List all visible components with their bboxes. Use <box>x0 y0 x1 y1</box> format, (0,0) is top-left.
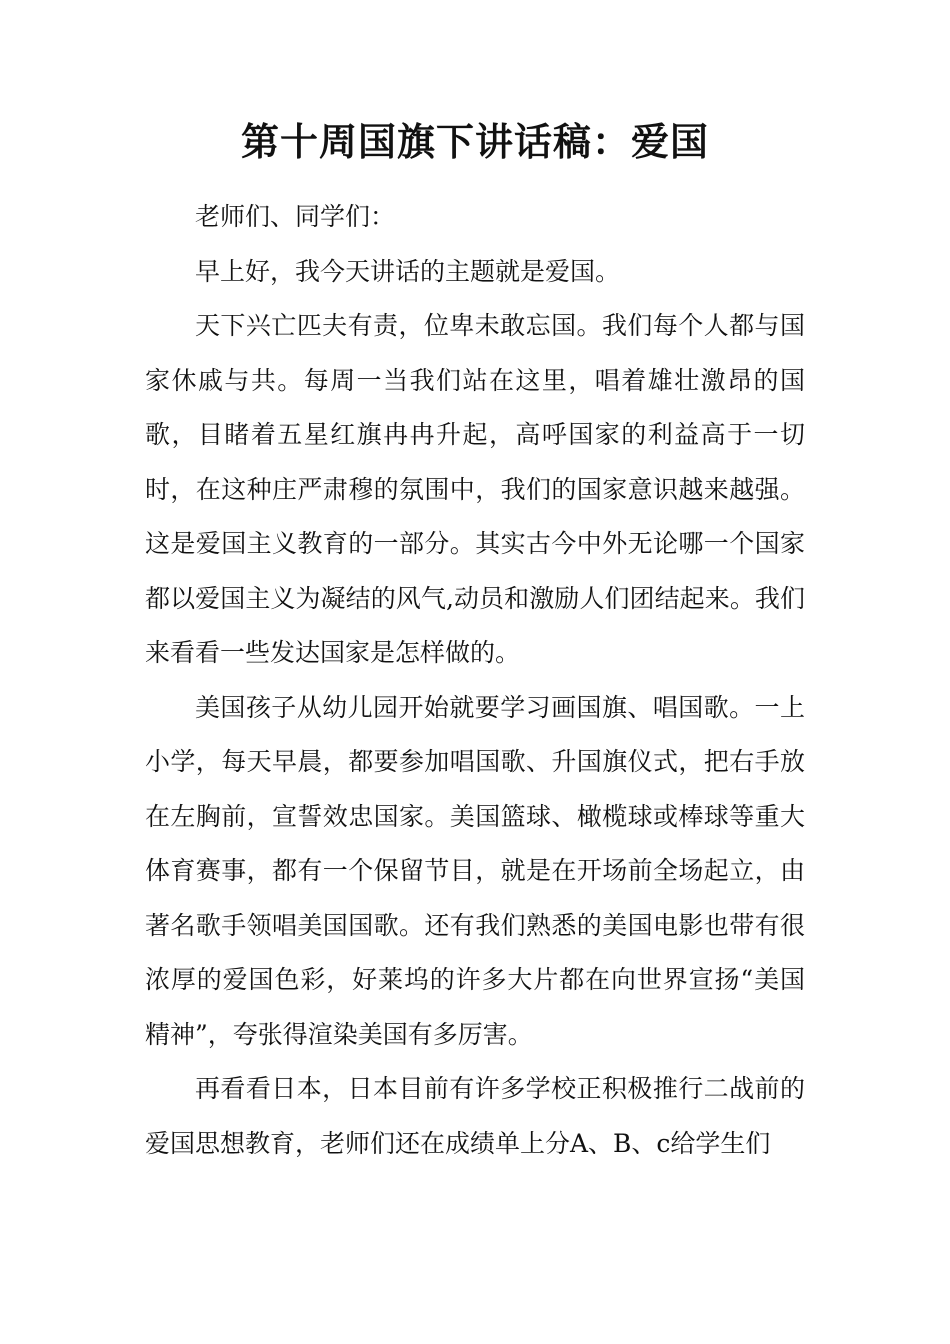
document-body <box>145 190 805 1171</box>
paragraph-greeting: 老师们、同学们： <box>195 202 396 231</box>
paragraph: 天下兴亡匹夫有责，位卑未敢忘国。我们每个人都与国家休戚与共。每周一当我们站在这里，唱着雄壮激昂的国歌，目睹着五星红旗冉冉升起，高呼国家的利益高于一切时，在这种庄严肃穆的氛围中，我们的国家意识越来越强。这是爱国主义教育的一部分。其实古今中外无论哪一个国家都以爱国主义为凝结的风气,动员和激励人们团结起来。我们来看看一些发达国家是怎样做的。 <box>145 311 805 667</box>
paragraph-topic: 早上好，我今天讲话的主题就是爱国。 <box>195 256 621 286</box>
paragraph: 再看看日本，日本目前有许多学校正积极推行二战前的爱国思想教育，老师们还在成绩单上分A、B、c给学生们 <box>145 1074 805 1158</box>
document-title: 第十周国旗下讲话稿：爱国 <box>240 120 709 164</box>
paragraph: 美国孩子从幼儿园开始就要学习画国旗、唱国歌。一上小学，每天早晨，都要参加唱国歌、升国旗仪式，把右手放在左胸前，宣誓效忠国家。美国篮球、橄榄球或棒球等重大体育赛事，都有一个保留节目，就是在开场前全场起立，由著名歌手领唱美国国歌。还有我们熟悉的美国电影也带有很浓厚的爱国色彩，好莱坞的许多大片都在向世界宣扬“美国精神”，夸张得渲染美国有多厉害。 <box>145 692 805 1049</box>
